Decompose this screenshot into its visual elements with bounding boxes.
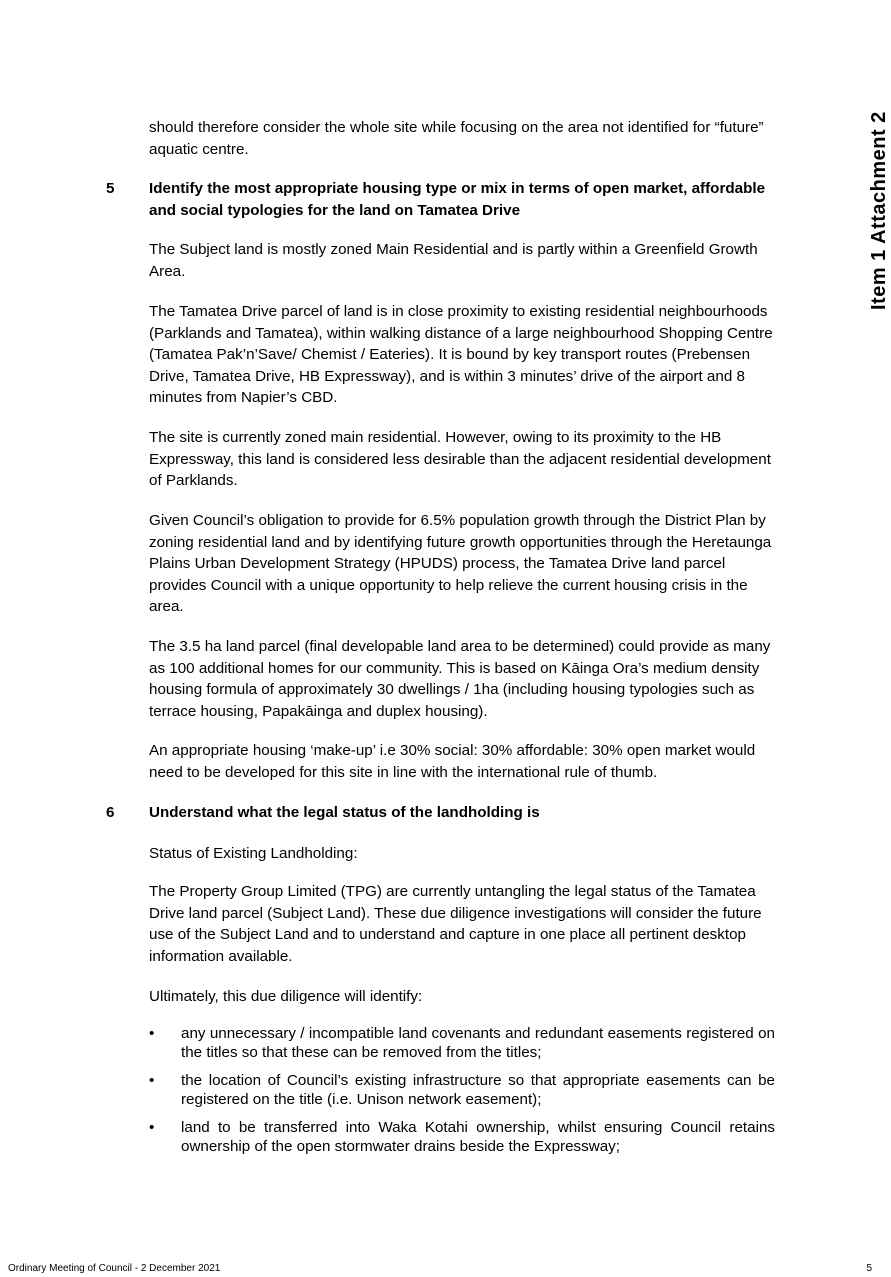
section-6-heading: Understand what the legal status of the landholding is xyxy=(149,804,540,821)
list-item-text: the location of Council’s existing infrastructure so that appropriate easements can be registered on the title (i.e. Unison network easement); xyxy=(181,1072,775,1108)
section-6-paragraph-2: The Property Group Limited (TPG) are currently untangling the legal status of the Tamatea Drive land parcel (Subject Land). These due diligence investigations will consider the future use of the Subject Land and to understand and capture in one place all pertinent desktop information available. xyxy=(149,883,762,965)
section-5-paragraph-1: The Subject land is mostly zoned Main Residential and is partly within a Greenfield Growth Area. xyxy=(149,241,758,280)
section-5-paragraph-6: An appropriate housing ‘make-up’ i.e 30% social: 30% affordable: 30% open market would need to be developed for this site in line with the international rule of thumb. xyxy=(149,742,756,781)
list-item-text: land to be transferred into Waka Kotahi ownership, whilst ensuring Council retains ownership of the open stormwater drains beside the Expressway; xyxy=(181,1119,775,1155)
intro-paragraph: should therefore consider the whole site while focusing on the area not identified for “future” aquatic centre. xyxy=(149,119,764,158)
section-5-paragraph-5: The 3.5 ha land parcel (final developable land area to be determined) could provide as many as 100 additional homes for our community. This is based on Kāinga Ora’s medium density housing formula of approximately 30 dwellings / 1ha (including housing typologies such as terrace housing, Papakāinga and duplex housing). xyxy=(149,638,771,720)
section-6-paragraph-1: Status of Existing Landholding: xyxy=(149,845,358,862)
section-5-heading: Identify the most appropriate housing type or mix in terms of open market, affordable and social typologies for the land on Tamatea Drive xyxy=(149,180,766,219)
section-5-paragraph-2: The Tamatea Drive parcel of land is in close proximity to existing residential neighbourhoods (Parklands and Tamatea), within walking distance of a large neighbourhood Shopping Centre (Tamatea Pak’n’Save/ Chemist / Eateries). It is bound by key transport routes (Prebensen Drive, Tamatea Drive, HB Expressway), and is within 3 minutes’ drive of the airport and 8 minutes from Napier’s CBD. xyxy=(149,303,773,406)
section-6-paragraph-3: Ultimately, this due diligence will identify: xyxy=(149,988,423,1005)
bullet-icon: • xyxy=(149,1072,155,1089)
list-item-text: any unnecessary / incompatible land covenants and redundant easements registered on the titles so that these can be removed from the titles; xyxy=(181,1025,775,1061)
section-6-number: 6 xyxy=(106,804,115,821)
footer-page-number: 5 xyxy=(866,1263,872,1274)
bullet-icon: • xyxy=(149,1025,155,1042)
footer-meeting-title: Ordinary Meeting of Council - 2 December 2021 xyxy=(8,1263,221,1274)
bullet-icon: • xyxy=(149,1119,155,1136)
section-5-paragraph-4: Given Council’s obligation to provide for 6.5% population growth through the District Plan by zoning residential land and by identifying future growth opportunities through the Heretaunga Plains Urban Development Strategy (HPUDS) process, the Tamatea Drive land parcel provides Council with a unique opportunity to help relieve the current housing crisis in the area. xyxy=(149,512,772,615)
section-5-paragraph-3: The site is currently zoned main residential. However, owing to its proximity to the HB Expressway, this land is considered less desirable than the adjacent residential development of Parklands. xyxy=(149,429,771,489)
attachment-side-tab-label: Item 1 Attachment 2 xyxy=(868,111,890,310)
section-5-number: 5 xyxy=(106,180,115,197)
page-footer xyxy=(8,1263,872,1277)
attachment-side-tab xyxy=(866,96,890,316)
